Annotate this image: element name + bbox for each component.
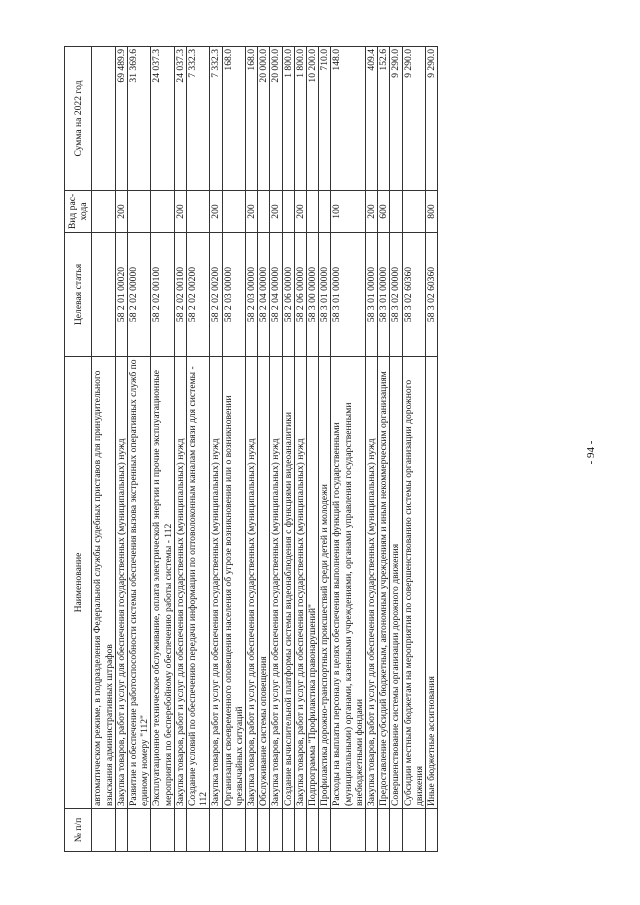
row-name-cell: Закупка товаров, работ и услуг для обеспечения государственных (муниципальных) нужд xyxy=(115,357,127,809)
row-target-code-cell: 58 3 02 00000 xyxy=(390,233,402,357)
row-name-cell: Совершенствование системы организации дорожного движения xyxy=(390,357,402,809)
row-name-cell: Подпрограмма "Профилактика правонарушений" xyxy=(307,357,319,809)
row-target-code-cell: 58 3 01 00000 xyxy=(331,233,366,357)
row-sum-cell: 7 332.3 xyxy=(187,47,210,191)
row-target-code-cell: 58 3 00 00000 xyxy=(307,233,319,357)
header-target: Целевая статья xyxy=(65,233,92,357)
table-header-row xyxy=(65,47,92,852)
row-target-code-cell: 58 2 02 00200 xyxy=(210,233,222,357)
table-row xyxy=(426,47,438,852)
table-row xyxy=(282,47,294,852)
row-number-cell xyxy=(282,809,294,852)
row-expense-type-cell xyxy=(390,191,402,233)
row-name-cell: Создание условий по обеспечению передачи информации по оптоволоконным каналам связи для системы - 112 xyxy=(187,357,210,809)
row-number-cell xyxy=(307,809,319,852)
row-name-cell: Расходы на выплаты персоналу в целях обеспечения выполнения функций государственными (муниципальными) органами, казенными учреждениями, органами управления государственными внебюджетными фондами xyxy=(331,357,366,809)
row-expense-type-cell: 200 xyxy=(366,191,378,233)
table-row xyxy=(222,47,245,852)
header-name: Наименование xyxy=(65,357,92,809)
table-row xyxy=(366,47,378,852)
row-name-cell: Закупка товаров, работ и услуг для обеспечения государственных (муниципальных) нужд xyxy=(210,357,222,809)
row-name-cell: Закупка товаров, работ и услуг для обеспечения государственных (муниципальных) нужд xyxy=(246,357,258,809)
table-row xyxy=(187,47,210,852)
row-sum-cell: 7 332.3 xyxy=(210,47,222,191)
row-expense-type-cell: 200 xyxy=(115,191,127,233)
row-number-cell xyxy=(115,809,127,852)
row-sum-cell: 9 290.0 xyxy=(402,47,425,191)
row-number-cell xyxy=(319,809,331,852)
row-number-cell xyxy=(270,809,282,852)
row-number-cell xyxy=(294,809,306,852)
row-target-code-cell xyxy=(92,233,115,357)
row-expense-type-cell xyxy=(128,191,151,233)
row-sum-cell: 9 290.0 xyxy=(390,47,402,191)
row-expense-type-cell: 200 xyxy=(246,191,258,233)
row-name-cell: Закупка товаров, работ и услуг для обеспечения государственных (муниципальных) нужд xyxy=(366,357,378,809)
row-target-code-cell: 58 2 02 00100 xyxy=(151,233,174,357)
table-row xyxy=(270,47,282,852)
row-number-cell xyxy=(390,809,402,852)
row-number-cell xyxy=(331,809,366,852)
row-expense-type-cell: 100 xyxy=(331,191,366,233)
header-number: № п/п xyxy=(65,809,92,852)
row-name-cell: Иные бюджетные ассигнования xyxy=(426,357,438,809)
row-number-cell xyxy=(366,809,378,852)
row-name-cell: Субсидии местным бюджетам на мероприятия по совершенствованию системы организации дорожного движения xyxy=(402,357,425,809)
row-sum-cell: 409.4 xyxy=(366,47,378,191)
row-expense-type-cell xyxy=(402,191,425,233)
row-sum-cell: 168.0 xyxy=(222,47,245,191)
row-expense-type-cell: 200 xyxy=(174,191,186,233)
table-row xyxy=(258,47,270,852)
row-expense-type-cell xyxy=(282,191,294,233)
row-number-cell xyxy=(92,809,115,852)
table-row xyxy=(128,47,151,852)
row-name-cell: Закупка товаров, работ и услуг для обеспечения государственных (муниципальных) нужд xyxy=(294,357,306,809)
row-name-cell: Закупка товаров, работ и услуг для обеспечения государственных (муниципальных) нужд xyxy=(270,357,282,809)
row-target-code-cell: 58 3 01 00000 xyxy=(378,233,390,357)
row-expense-type-cell: 200 xyxy=(210,191,222,233)
table-row xyxy=(115,47,127,852)
row-target-code-cell: 58 2 02 00000 xyxy=(128,233,151,357)
row-target-code-cell: 58 2 02 00100 xyxy=(174,233,186,357)
row-sum-cell: 710.0 xyxy=(319,47,331,191)
row-number-cell xyxy=(246,809,258,852)
row-expense-type-cell: 800 xyxy=(426,191,438,233)
table-row xyxy=(246,47,258,852)
table-row xyxy=(307,47,319,852)
row-expense-type-cell: 600 xyxy=(378,191,390,233)
row-name-cell: Закупка товаров, работ и услуг для обеспечения государственных (муниципальных) нужд xyxy=(174,357,186,809)
row-sum-cell: 20 000.0 xyxy=(270,47,282,191)
row-expense-type-cell xyxy=(92,191,115,233)
row-expense-type-cell: 200 xyxy=(270,191,282,233)
row-target-code-cell: 58 3 01 00000 xyxy=(319,233,331,357)
row-sum-cell xyxy=(92,47,115,191)
row-target-code-cell: 58 2 06 00000 xyxy=(294,233,306,357)
row-number-cell xyxy=(426,809,438,852)
table-row xyxy=(174,47,186,852)
row-sum-cell: 168.0 xyxy=(246,47,258,191)
row-name-cell: Обслуживание системы оповещения xyxy=(258,357,270,809)
row-number-cell xyxy=(402,809,425,852)
row-expense-type-cell xyxy=(151,191,174,233)
table-row xyxy=(378,47,390,852)
header-sum: Сумма на 2022 год xyxy=(65,47,92,191)
row-number-cell xyxy=(258,809,270,852)
row-sum-cell: 152.6 xyxy=(378,47,390,191)
row-number-cell xyxy=(151,809,174,852)
table-row xyxy=(390,47,402,852)
row-name-cell: автоматическом режиме, в подразделения Федеральной службы судебных приставов для принудительного взыскания административных штрафов xyxy=(92,357,115,809)
row-number-cell xyxy=(210,809,222,852)
row-target-code-cell: 58 2 06 00000 xyxy=(282,233,294,357)
page-number: - 94 - xyxy=(585,440,597,465)
row-target-code-cell: 58 2 04 00000 xyxy=(270,233,282,357)
row-name-cell: Профилактика дорожно-транспортных происшествий среди детей и молодежи xyxy=(319,357,331,809)
table-row xyxy=(151,47,174,852)
row-target-code-cell: 58 3 02 60360 xyxy=(402,233,425,357)
budget-table xyxy=(64,46,438,852)
row-sum-cell: 9 290.0 xyxy=(426,47,438,191)
row-target-code-cell: 58 2 02 00200 xyxy=(187,233,210,357)
table-row xyxy=(319,47,331,852)
row-target-code-cell: 58 2 01 00020 xyxy=(115,233,127,357)
row-name-cell: Предоставление субсидий бюджетным, автономным учреждениям и иным некоммерческим организациям xyxy=(378,357,390,809)
row-expense-type-cell xyxy=(307,191,319,233)
table-row xyxy=(402,47,425,852)
row-target-code-cell: 58 2 04 00000 xyxy=(258,233,270,357)
row-name-cell: Развитие и обеспечение работоспособности системы обеспечения вызова экстренных оперативных служб по единому номеру "112" xyxy=(128,357,151,809)
row-sum-cell: 24 037.3 xyxy=(151,47,174,191)
row-target-code-cell: 58 3 01 00000 xyxy=(366,233,378,357)
row-target-code-cell: 58 2 03 00000 xyxy=(246,233,258,357)
row-expense-type-cell: 200 xyxy=(294,191,306,233)
table-row xyxy=(210,47,222,852)
row-sum-cell: 20 000.0 xyxy=(258,47,270,191)
row-sum-cell: 31 369.6 xyxy=(128,47,151,191)
row-sum-cell: 1 800.0 xyxy=(294,47,306,191)
row-number-cell xyxy=(222,809,245,852)
row-number-cell xyxy=(378,809,390,852)
table-row xyxy=(331,47,366,852)
row-sum-cell: 1 800.0 xyxy=(282,47,294,191)
header-type: Вид рас-хода xyxy=(65,191,92,233)
row-expense-type-cell xyxy=(319,191,331,233)
row-number-cell xyxy=(174,809,186,852)
table-row xyxy=(294,47,306,852)
row-target-code-cell: 58 3 02 60360 xyxy=(426,233,438,357)
row-sum-cell: 69 489.9 xyxy=(115,47,127,191)
table-row xyxy=(92,47,115,852)
row-number-cell xyxy=(128,809,151,852)
row-name-cell: Создание вычислительной платформы системы видеонаблюдения с функциями видеоаналитики xyxy=(282,357,294,809)
row-sum-cell: 148.0 xyxy=(331,47,366,191)
row-expense-type-cell xyxy=(258,191,270,233)
row-sum-cell: 24 037.3 xyxy=(174,47,186,191)
row-name-cell: Организация своевременного оповещения населения об угрозе возникновения или о возникновении чрезвычайных ситуаций xyxy=(222,357,245,809)
row-expense-type-cell xyxy=(187,191,210,233)
row-number-cell xyxy=(187,809,210,852)
row-sum-cell: 10 200.0 xyxy=(307,47,319,191)
row-name-cell: Эксплуатационное техническое обслуживание, оплата электрической энергии и прочие эксплуатационные мероприятия по бесперебойному обеспечению работы системы - 112 xyxy=(151,357,174,809)
row-target-code-cell: 58 2 03 00000 xyxy=(222,233,245,357)
row-expense-type-cell xyxy=(222,191,245,233)
